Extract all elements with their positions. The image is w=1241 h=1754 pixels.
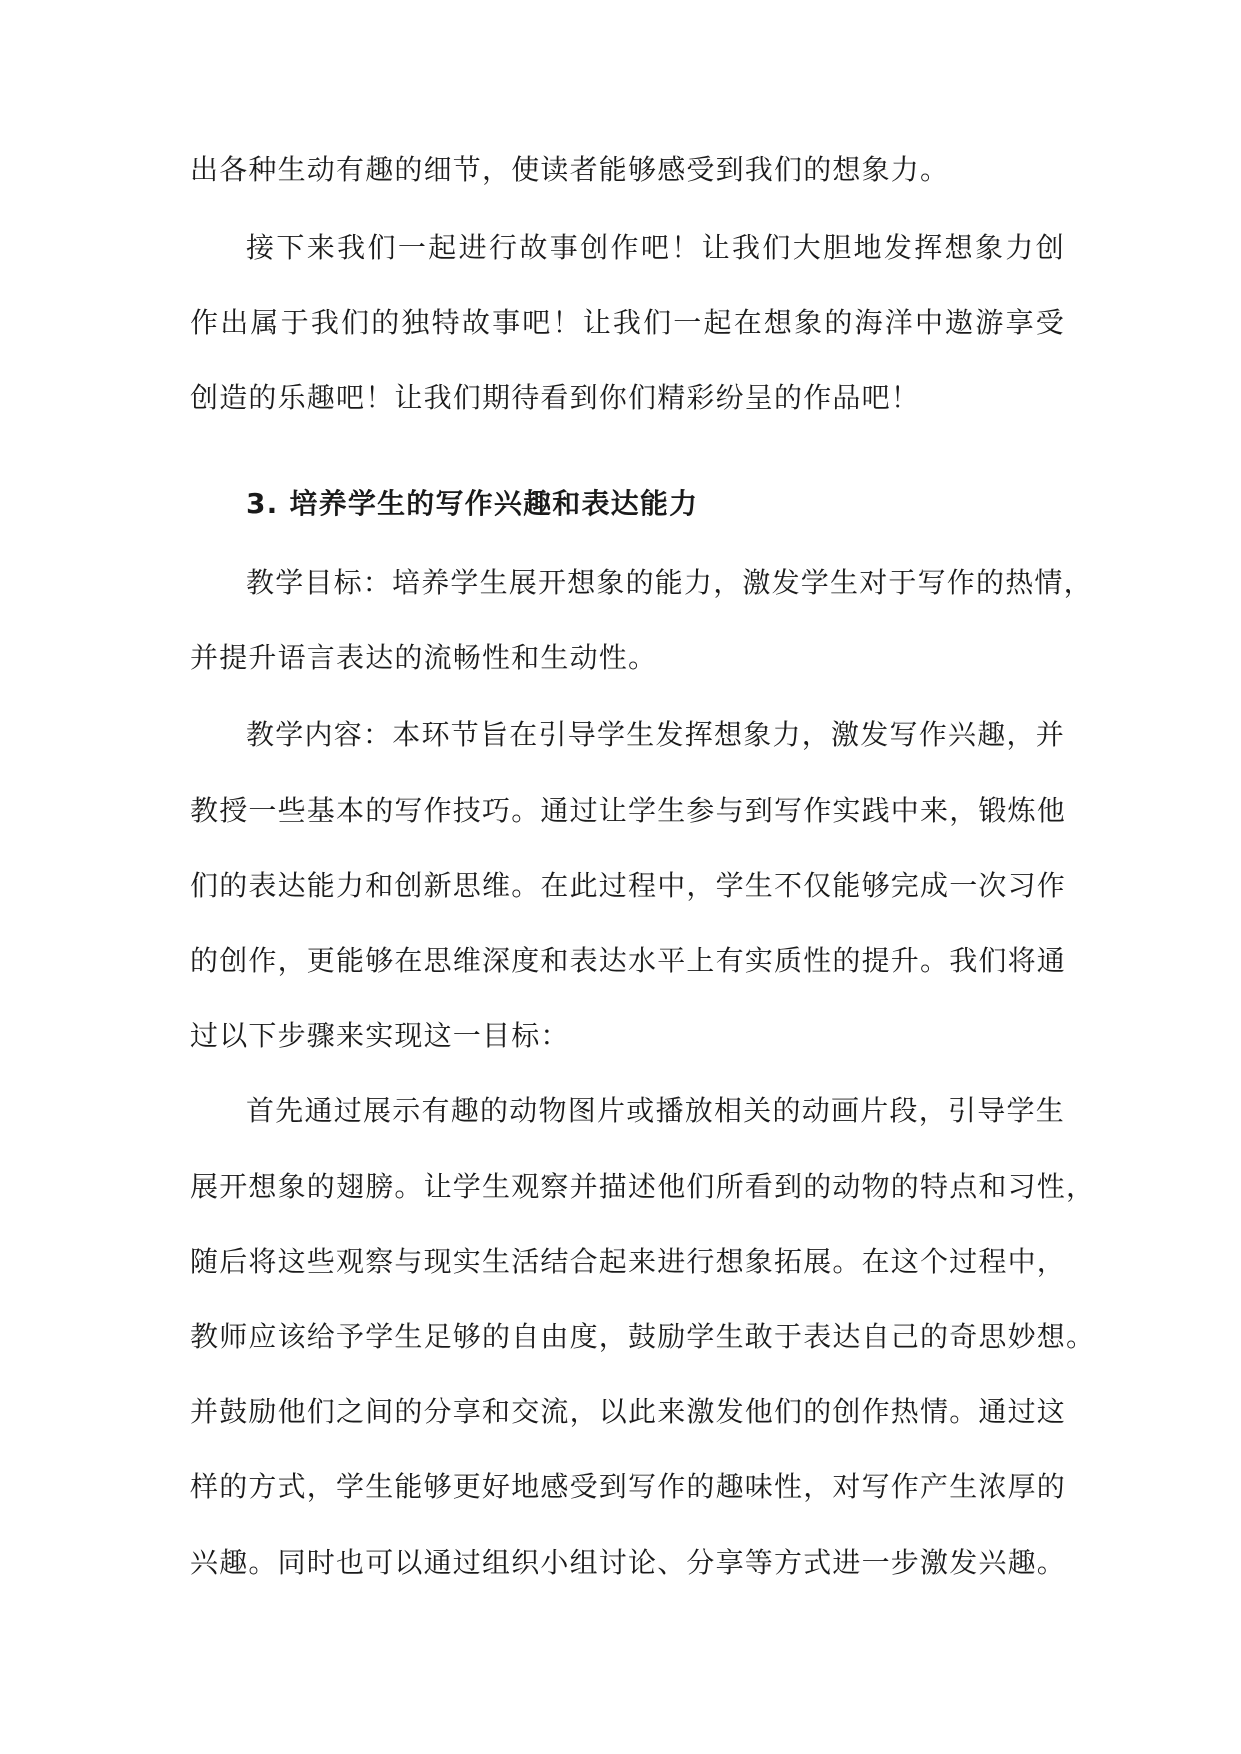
paragraph-line: 并鼓励他们之间的分享和交流，以此来激发他们的创作热情。通过这 <box>190 1395 1067 1428</box>
paragraph-line: 样的方式，学生能够更好地感受到写作的趣味性，对写作产生浓厚的 <box>190 1470 1067 1503</box>
paragraph-line: 教授一些基本的写作技巧。通过让学生参与到写作实践中来，锻炼他 <box>190 794 1067 827</box>
paragraph-line: 兴趣。同时也可以通过组织小组讨论、分享等方式进一步激发兴趣。 <box>190 1546 1067 1579</box>
paragraph-line: 展开想象的翅膀。让学生观察并描述他们所看到的动物的特点和习性， <box>190 1170 1096 1203</box>
section-heading: 3. 培养学生的写作兴趣和表达能力 <box>246 487 699 520</box>
paragraph-line: 的创作，更能够在思维深度和表达水平上有实质性的提升。我们将通 <box>190 944 1067 977</box>
paragraph-line: 随后将这些观察与现实生活结合起来进行想象拓展。在这个过程中， <box>190 1245 1067 1278</box>
paragraph-line: 作出属于我们的独特故事吧！让我们一起在想象的海洋中遨游享受 <box>190 306 1065 339</box>
paragraph-line: 过以下步骤来实现这一目标： <box>190 1019 570 1052</box>
paragraph-line: 教学内容：本环节旨在引导学生发挥想象力，激发写作兴趣，并 <box>246 718 1065 751</box>
paragraph-line: 创造的乐趣吧！让我们期待看到你们精彩纷呈的作品吧！ <box>190 381 921 414</box>
paragraph-line: 们的表达能力和创新思维。在此过程中，学生不仅能够完成一次习作 <box>190 869 1067 902</box>
paragraph-line: 首先通过展示有趣的动物图片或播放相关的动画片段，引导学生 <box>246 1094 1065 1127</box>
paragraph-line: 并提升语言表达的流畅性和生动性。 <box>190 641 658 674</box>
paragraph-line: 接下来我们一起进行故事创作吧！让我们大胆地发挥想象力创 <box>246 231 1065 264</box>
paragraph-line: 出各种生动有趣的细节，使读者能够感受到我们的想象力。 <box>190 153 950 186</box>
paragraph-line: 教师应该给予学生足够的自由度，鼓励学生敢于表达自己的奇思妙想。 <box>190 1320 1096 1353</box>
paragraph-line: 教学目标：培养学生展开想象的能力，激发学生对于写作的热情， <box>246 566 1093 599</box>
